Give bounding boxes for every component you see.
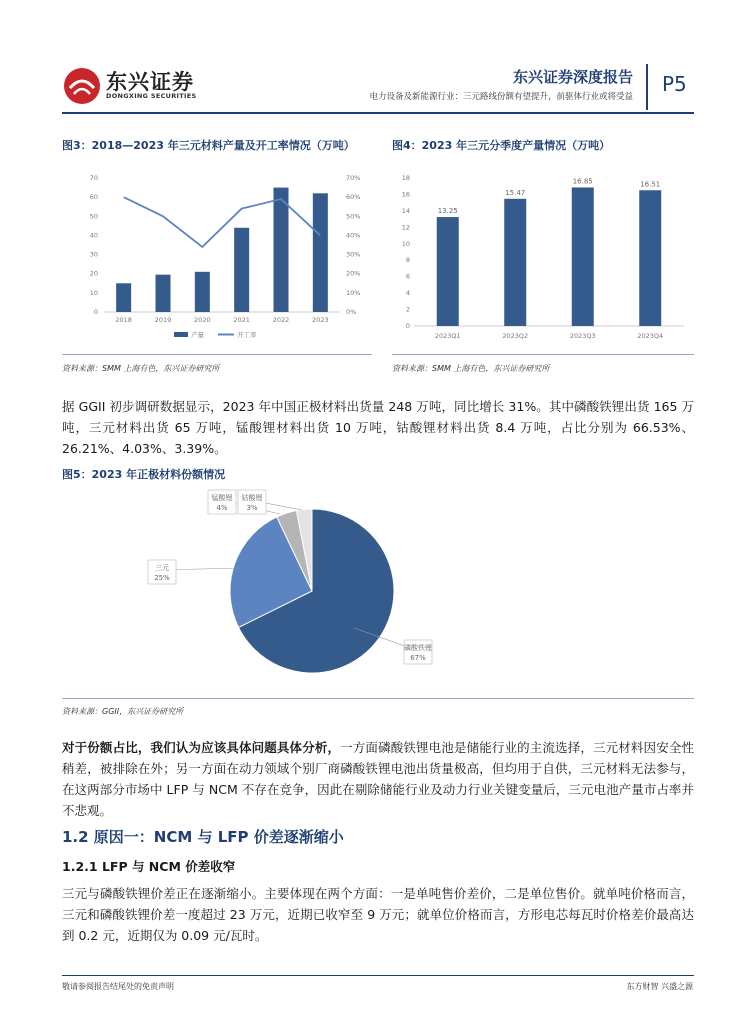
- fig3-y-left-tick: 20: [89, 269, 98, 278]
- fig5-slice-name: 钴酸锂: [241, 494, 263, 502]
- fig3-y-right-tick: 30%: [346, 250, 361, 259]
- fig3-y-right-tick: 0%: [346, 308, 357, 316]
- fig3-legend-bar-label: 产量: [191, 331, 204, 339]
- fig4-bar: [437, 217, 459, 326]
- fig5-title: 图5：2023 年正极材料份额情况: [62, 468, 226, 481]
- fig3-y-left-tick: 10: [89, 288, 98, 297]
- fig3-y-left-tick: 50: [89, 212, 98, 221]
- footer-rule: [62, 975, 694, 976]
- fig3-y-left-tick: 30: [89, 250, 98, 259]
- fig3-y-right-tick: 20%: [346, 269, 361, 278]
- fig5-chart: [62, 480, 694, 695]
- fig3-legend-bar-swatch: [174, 332, 188, 337]
- fig3-source: 资料来源：SMM 上海有色，东兴证券研究所: [62, 364, 220, 373]
- footer-disclaimer: 敬请参阅报告结尾处的免责声明: [62, 982, 174, 991]
- header-divider: [646, 64, 648, 110]
- footer-slogan: 东方财智 兴盛之源: [626, 982, 693, 991]
- fig3-y-left-tick: 0: [93, 308, 98, 316]
- fig3-title: 图3：2018—2023 年三元材料产量及开工率情况（万吨）: [62, 139, 355, 152]
- fig3-bar: [234, 228, 249, 312]
- fig3-y-right-tick: 10%: [346, 288, 361, 297]
- fig3-bar: [195, 272, 210, 312]
- fig3-y-right-tick: 50%: [346, 212, 361, 221]
- fig3-x-tick: 2018: [115, 316, 132, 324]
- fig3-x-tick: 2019: [154, 316, 172, 324]
- logo-icon: [62, 66, 102, 106]
- fig5-slice-value: 25%: [154, 574, 170, 582]
- fig4-y-tick: 6: [405, 272, 410, 281]
- fig4-y-tick: 18: [401, 174, 410, 182]
- fig3-x-tick: 2022: [272, 316, 290, 324]
- fig4-y-tick: 4: [405, 289, 410, 298]
- fig5-separator: [62, 698, 694, 699]
- fig4-y-tick: 2: [405, 305, 410, 314]
- fig3-y-left-tick: 70: [89, 174, 98, 182]
- paragraph-share-analysis-lead: 对于份额占比，我们认为应该具体问题具体分析，: [62, 740, 341, 755]
- logo-text-en: DONGXING SECURITIES: [106, 92, 197, 100]
- fig4-source: 资料来源：SMM 上海有色，东兴证券研究所: [392, 364, 550, 373]
- fig3-line-series: [124, 197, 321, 247]
- section-heading-1-2: 1.2 原因一：NCM 与 LFP 价差逐渐缩小: [62, 828, 344, 846]
- fig4-x-tick: 2023Q1: [434, 332, 461, 340]
- fig5-slice-name: 磷酸铁锂: [404, 644, 432, 652]
- fig3-bar: [156, 275, 171, 312]
- fig3-chart: [62, 166, 372, 348]
- fig4-x-tick: 2023Q2: [502, 332, 529, 340]
- paragraph-positive-materials: 据 GGII 初步调研数据显示，2023 年中国正极材料出货量 248 万吨，同比增长 31%。其中磷酸铁锂出货 165 万吨，三元材料出货 65 万吨，锰酸锂材料出货 10 万吨，钴酸锂材料出货 8.4 万吨，占比分别为 66.53%、26.21%、4.03%、3.39%。: [62, 399, 694, 456]
- fig5-slice-name: 锰酸锂: [211, 494, 233, 502]
- fig4-chart: [392, 166, 694, 348]
- report-subtitle: 电力设备及新能源行业：三元路线份额有望提升，前驱体行业或将受益: [369, 92, 633, 102]
- fig3-x-tick: 2021: [233, 316, 250, 324]
- fig4-bar: [639, 190, 661, 326]
- fig3-y-left-tick: 40: [89, 231, 98, 240]
- logo-text-cn: 东兴证券: [106, 70, 194, 94]
- fig5-slice-value: 4%: [216, 504, 228, 512]
- fig4-y-tick: 0: [405, 322, 410, 330]
- fig3-legend-line-label: 开工率: [237, 331, 257, 339]
- fig4-y-tick: 8: [405, 256, 410, 265]
- fig4-bar: [504, 199, 526, 326]
- fig5-slice-value: 67%: [410, 654, 426, 662]
- fig4-title: 图4：2023 年三元分季度产量情况（万吨）: [392, 139, 611, 152]
- fig3-y-left-tick: 60: [89, 193, 98, 202]
- header-rule: [62, 112, 694, 114]
- fig4-data-label: 16.85: [572, 177, 593, 186]
- fig3-y-right-tick: 70%: [346, 174, 361, 182]
- fig4-y-tick: 12: [401, 223, 410, 232]
- paragraph-price-gap: 三元与磷酸铁锂价差正在逐渐缩小。主要体现在两个方面：一是单吨售价差价，二是单位售价。就单吨价格而言，三元和磷酸铁锂价差一度超过 23 万元，近期已收窄至 9 万元；就单位价格而言，方形电芯每瓦时价格差价最高达到 0.2 元，近期仅为 0.09 元/瓦时。: [62, 886, 694, 943]
- fig4-x-tick: 2023Q3: [569, 332, 596, 340]
- fig3-x-tick: 2020: [194, 316, 211, 324]
- paragraph-share-analysis: [62, 737, 694, 821]
- fig3-bar: [274, 188, 289, 312]
- fig4-bar: [572, 187, 594, 326]
- fig3-bar: [313, 193, 328, 312]
- report-title: 东兴证券深度报告: [512, 68, 633, 86]
- fig3-separator: [62, 354, 372, 355]
- section-heading-1-2-1: 1.2.1 LFP 与 NCM 价差收窄: [62, 859, 236, 874]
- fig5-slice-value: 3%: [246, 504, 258, 512]
- fig3-x-tick: 2023: [312, 316, 329, 324]
- fig4-x-tick: 2023Q4: [637, 332, 664, 340]
- fig4-data-label: 13.25: [437, 207, 458, 216]
- fig4-data-label: 15.47: [505, 188, 526, 197]
- fig4-data-label: 16.51: [640, 180, 661, 189]
- fig3-bar: [116, 283, 131, 312]
- fig4-y-tick: 14: [401, 206, 410, 215]
- fig4-separator: [392, 354, 694, 355]
- fig3-y-right-tick: 60%: [346, 193, 361, 202]
- fig5-source: 资料来源：GGII，东兴证券研究所: [62, 707, 184, 716]
- fig3-y-right-tick: 40%: [346, 231, 361, 240]
- fig5-slice-name: 三元: [155, 564, 169, 572]
- page-number: P5: [662, 72, 687, 96]
- fig4-y-tick: 10: [401, 239, 410, 248]
- paragraph-share-analysis-body: 一方面磷酸铁锂电池是储能行业的主流选择，三元材料因安全性稍差，被排除在外；另一方面在动力领域个别厂商磷酸铁锂电池出货量极高，但均用于自供，三元材料无法参与，在这两部分市场中 LFP 与 NCM 不存在竞争，因此在剔除储能行业及动力行业关键变量后，三元电池产量市占率并不悲观。: [62, 740, 694, 818]
- fig4-y-tick: 16: [401, 190, 410, 199]
